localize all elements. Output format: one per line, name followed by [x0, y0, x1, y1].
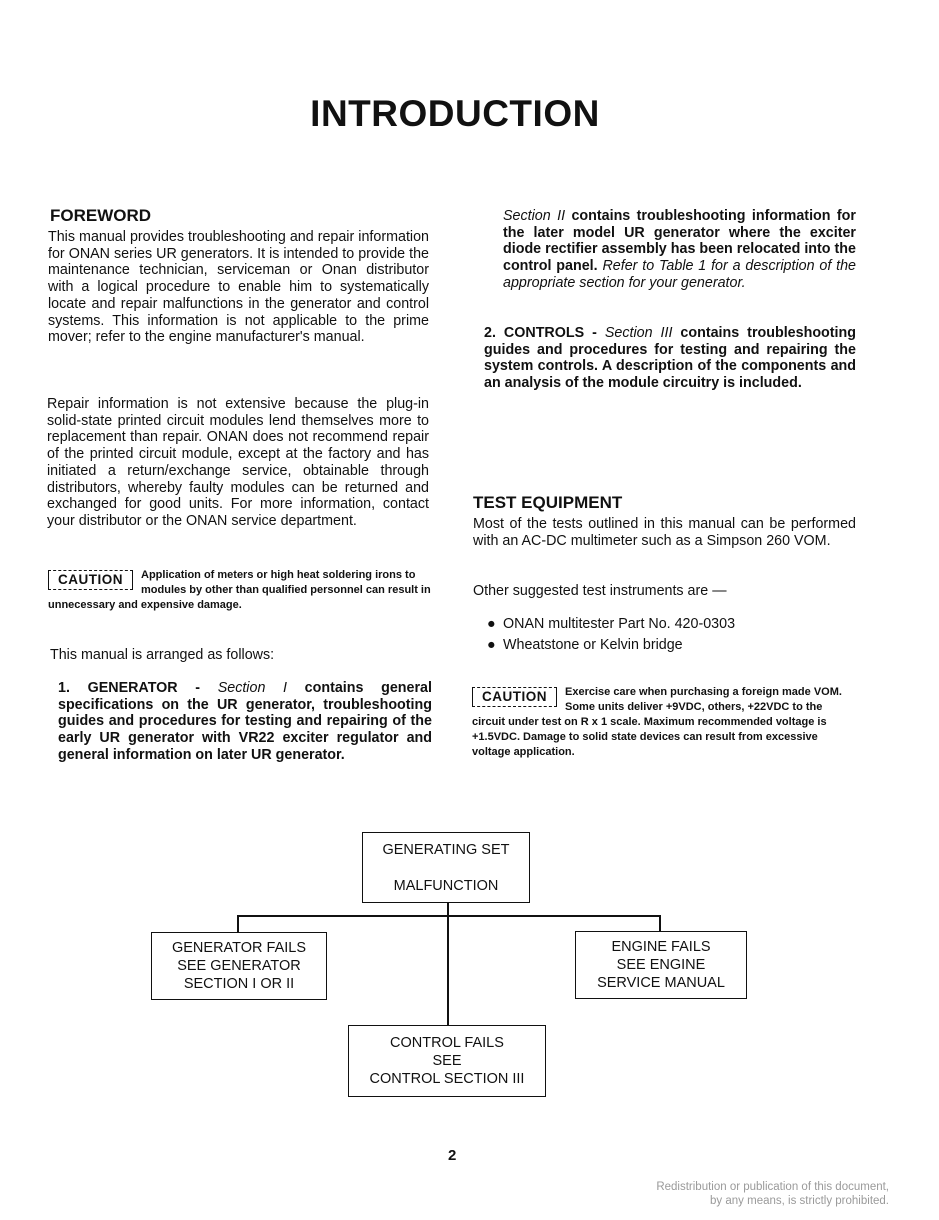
section-1-title: GENERATOR — [87, 680, 178, 696]
footer-line: by any means, is strictly prohibited. — [710, 1195, 889, 1207]
flow-text: SECTION I OR II — [183, 976, 295, 992]
flow-text: CONTROL FAILS — [390, 1035, 504, 1051]
caution-badge: CAUTION — [472, 687, 557, 707]
suggested-instruments: Other suggested test instruments are — — [473, 583, 727, 599]
caution-badge: CAUTION — [48, 570, 133, 590]
foreword-paragraph-2: Repair information is not extensive because the plug-in solid-state printed circuit modules lend themselves more to replacement than repair. ONAN does not recommend repair of the printed circuit module, except at the factory and has initiated a return/exchange service, obtainable through distributors, whereby faulty modules can be returned and exchanged for good units. For more information, contact your distributor or the ONAN service department. — [47, 396, 429, 529]
section-1-number: 1. — [58, 680, 70, 696]
caution-text: Exercise care when purchasing a foreign made VOM. Some units deliver +9VDC, others, +22VDC to the circuit under test on R x 1 scale. Maximum recommended voltage is +1.5VDC. Damage to solid state devices can result from excessive voltage application. — [472, 686, 842, 758]
flow-text: SEE ENGINE — [616, 957, 706, 973]
bullet-icon: ● — [487, 616, 496, 632]
instrument-item-2: Wheatstone or Kelvin bridge — [503, 637, 683, 653]
test-equipment-heading: TEST EQUIPMENT — [473, 493, 623, 512]
flow-text: CONTROL SECTION III — [369, 1071, 525, 1087]
section-2-ref: Section II — [503, 208, 566, 224]
foreword-caution — [48, 568, 433, 613]
instrument-list — [487, 614, 847, 656]
section-1-dash: - — [177, 680, 218, 696]
test-equipment-caution — [472, 685, 856, 760]
section-3-ref: Section III — [604, 325, 673, 341]
foreword-heading: FOREWORD — [50, 206, 152, 225]
caution-text: Application of meters or high heat soldering irons to modules by other than qualified personnel can result in unnecessary and expensive damage. — [48, 569, 431, 611]
bullet-icon: ● — [487, 637, 496, 653]
foreword-paragraph-1: This manual provides troubleshooting and repair information for ONAN series UR generators. It is intended to provide the maintenance technician, serviceman or Onan distributor with a logical procedure to enable him to systematically locate and repair malfunctions in the generator and control systems. This information is not applicable to the prime mover; refer to the engine manufacturer's manual. — [48, 229, 429, 346]
section-1-text: contains general specifications on the UR generator, troubleshooting guides and procedures for testing and repairing of the early UR generator with VR22 exciter regulator and general information on later UR generator. — [58, 680, 432, 763]
section-item-controls: 2. CONTROLS - Section III contains troubleshooting guides and procedures for testing and repairing the system controls. A description of the components and an analysis of the module circuitry is included. — [484, 325, 856, 392]
section-item-generator-continued — [503, 208, 856, 292]
table-ref-note: Refer to Table 1 for a description of the appropriate section for your generator. — [503, 258, 857, 291]
flow-text: SERVICE MANUAL — [597, 975, 725, 991]
footer-line: Redistribution or publication of this document, — [656, 1181, 889, 1193]
flow-text: GENERATOR FAILS — [171, 940, 307, 956]
flow-node-control — [348, 1025, 546, 1097]
section-item-generator — [58, 680, 432, 764]
list-item — [487, 614, 847, 635]
flow-text: SEE GENERATOR — [177, 958, 301, 974]
section-3-number: 2. — [484, 325, 496, 341]
instrument-item-1: ONAN multitester Part No. 420-0303 — [503, 616, 736, 632]
flow-node-root — [362, 832, 530, 903]
flow-text: SEE — [432, 1053, 462, 1069]
connector-right-drop — [659, 915, 661, 931]
section-2-text: contains troubleshooting information for the later model UR generator where the exciter diode rectifier assembly has been relocated into the control panel. — [503, 208, 856, 275]
flow-text: ENGINE FAILS — [611, 939, 711, 955]
section-3-text: contains troubleshooting guides and procedures for testing and repairing the system controls. A description of the components and an analysis of the module circuitry is included. — [484, 325, 856, 392]
connector-horizontal — [237, 915, 661, 917]
flow-node-generator — [151, 932, 327, 1000]
arranged-intro: This manual is arranged as follows: — [50, 647, 275, 663]
section-1-ref: Section I — [217, 680, 288, 696]
list-item — [487, 635, 847, 656]
flow-text: MALFUNCTION — [393, 877, 499, 894]
test-equipment-paragraph: Most of the tests outlined in this manual can be performed with an AC-DC multimeter such as a Simpson 260 VOM. — [473, 516, 856, 549]
footer-notice — [656, 1180, 889, 1208]
section-3-title: CONTROLS — [503, 325, 585, 341]
page-title: INTRODUCTION — [310, 93, 600, 134]
connector-vertical — [447, 902, 449, 1025]
page-number: 2 — [448, 1147, 457, 1164]
flow-node-engine — [575, 931, 747, 999]
flow-text: GENERATING SET — [382, 841, 510, 858]
connector-left-drop — [237, 915, 239, 932]
